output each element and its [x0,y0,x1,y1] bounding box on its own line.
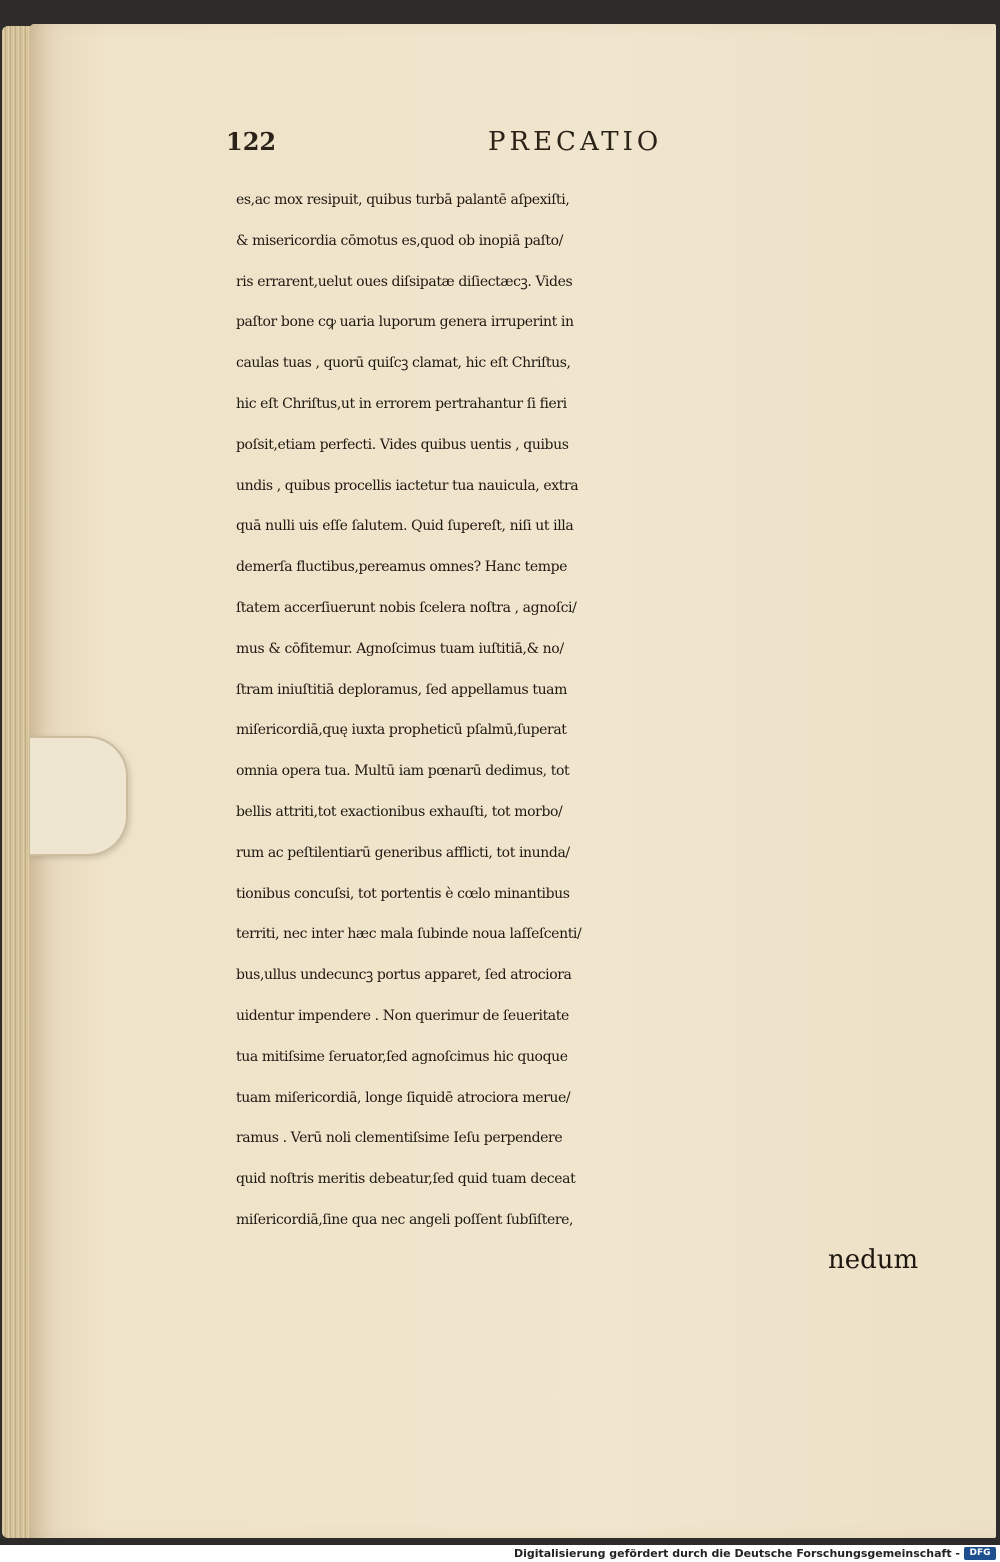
text-line: miſericordiā,ſine qua nec angeli poſſent ſubſiſtere, [236,1211,574,1228]
page-number: 122 [226,127,277,156]
footer-credit: Digitalisierung gefördert durch die Deutsche Forschungsgemeinschaft - [513,1547,960,1560]
text-line: poſsit,etiam perfecti. Vides quibus uentis , quibus [236,436,569,453]
text-line: uidentur impendere . Non querimur de ſeueritate [236,1007,569,1024]
bookmark-ribbon [30,736,128,856]
text-line: undis , quibus procellis iactetur tua nauicula, extra [236,477,579,494]
page-header [0,127,1000,163]
text-line: territi, nec inter hæc mala ſubinde noua laſſeſcenti/ [236,926,582,943]
text-line: omnia opera tua. Multū iam pœnarū dedimus, tot [236,763,570,780]
body-text [236,180,936,1241]
text-line: mus & cōfitemur. Agnoſcimus tuam iuſtitiā,& no/ [236,640,564,657]
text-line: & misericordia cōmotus es,quod ob inopiā paſto/ [236,232,563,249]
text-line: tua mitiſsime ſeruator,ſed agnoſcimus hic quoque [236,1048,568,1065]
text-line: ris errarent,uelut oues diſsipatæ diſiectæcꝫ. Vides [236,273,573,290]
text-line: paſtor bone cꝙ uaria luporum genera irruperint in [236,314,574,331]
text-line: bus,ullus undecuncꝫ portus apparet, ſed atrociora [236,967,572,984]
text-line: ſtatem accerſiuerunt nobis ſcelera noſtra , agnoſci/ [236,599,577,616]
text-line: bellis attriti,tot exactionibus exhauſti, tot morbo/ [236,803,563,820]
text-line: miſericordiā,quę iuxta propheticū pſalmū,ſuperat [236,722,567,739]
text-line: rum ac peſtilentiarū generibus afflicti, tot inunda/ [236,844,570,861]
dfg-logo-icon: DFG [964,1547,996,1560]
text-line: quā nulli uis eſſe ſalutem. Quid ſupereſt, niſi ut illa [236,518,574,535]
text-line: hic eſt Chriſtus,ut in errorem pertrahantur ſi fieri [236,395,567,412]
text-line: tuam miſericordiā, longe ſiquidē atrociora merue/ [236,1089,571,1106]
catchword: nedum [828,1245,919,1275]
text-line: ramus . Verū noli clementiſsime Ieſu perpendere [236,1130,563,1147]
text-line: es,ac mox resipuit, quibus turbā palantē aſpexiſti, [236,192,570,208]
running-title: PRECATIO [488,127,663,157]
text-line: ſtram iniuſtitiā deploramus, ſed appellamus tuam [236,681,568,698]
text-line: quid noſtris meritis debeatur,ſed quid tuam deceat [236,1171,576,1188]
text-line: tionibus concuſsi, tot portentis è cœlo minantibus [236,885,570,902]
text-line: caulas tuas , quorū quiſcꝫ clamat, hic eſt Chriſtus, [236,355,571,372]
text-line: demerſa fluctibus,pereamus omnes? Hanc tempe [236,559,568,576]
digitization-footer [0,1545,1000,1562]
